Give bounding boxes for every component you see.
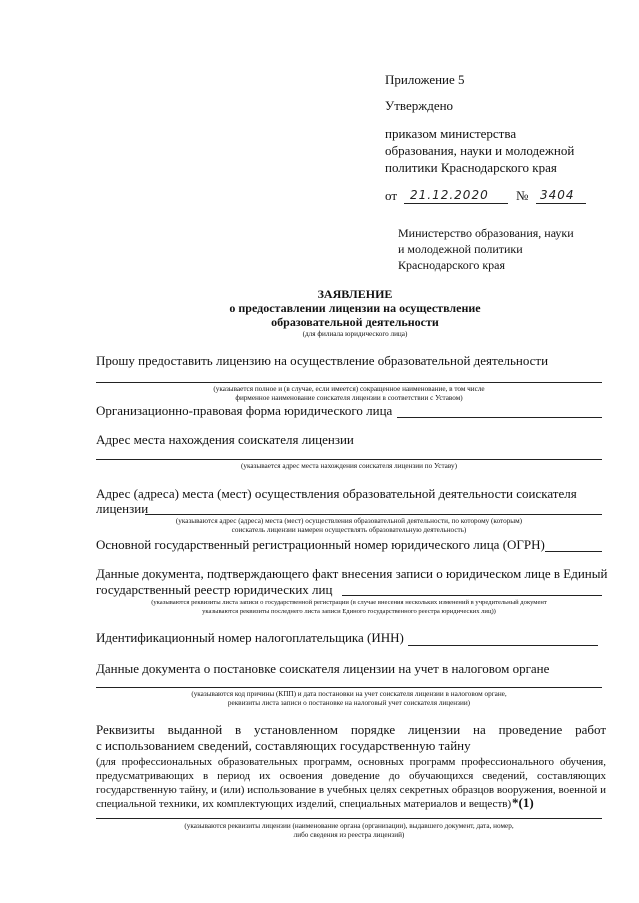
secret-detail-3: государственную тайну, и (или) использование в учебных целях секретных образцов вооружения, военной и (96, 784, 606, 796)
footnote-mark: *(1) (512, 795, 534, 810)
addressee-line-2: и молодежной политики (398, 242, 523, 256)
order-date: 21.12.2020 (410, 188, 489, 202)
address-field[interactable] (96, 459, 602, 460)
order-line-2: образования, науки и молодежной (385, 143, 575, 158)
egrul-hint-2: указываются реквизиты последнего листа записи Единого государственного реестра юридических лиц)) (202, 608, 496, 615)
secret-detail-1: (для профессиональных образовательных программ, основных программ профессионального обучения, (96, 756, 606, 768)
org-name-hint-1: (указывается полное и (в случае, если имеется) сокращенное наименование, в том числе (213, 385, 485, 393)
address-label: Адрес места нахождения соискателя лицензии (96, 432, 354, 447)
secret-license-field[interactable] (96, 818, 602, 819)
approved-label: Утверждено (385, 98, 454, 113)
order-line-3: политики Краснодарского края (385, 160, 557, 175)
from-label: от (385, 188, 398, 203)
org-name-hint-2: фирменное наименование соискателя лицензии в соответствии с Уставом) (235, 394, 463, 402)
egrul-label-line-2: государственный реестр юридических лиц (96, 582, 333, 597)
inn-field[interactable] (408, 645, 598, 646)
tax-hint-1: (указываются код причины (КПП) и дата постановки на учет соискателя лицензии в налоговом органе, (191, 690, 507, 698)
addressee-line-3: Краснодарского края (398, 258, 506, 272)
egrul-field[interactable] (342, 595, 602, 596)
document-title: ЗАЯВЛЕНИЕ (317, 287, 393, 301)
appendix-label: Приложение 5 (385, 72, 465, 87)
tax-label: Данные документа о постановке соискателя лицензии на учет в налоговом органе (96, 661, 550, 676)
address-hint: (указывается адрес места нахождения соискателя лицензии по Уставу) (240, 462, 457, 470)
places-label-line-2: лицензии (96, 501, 149, 516)
ogrn-label: Основной государственный регистрационный номер юридического лица (ОГРН) (96, 537, 545, 552)
secret-hint-2: либо сведения из реестра лицензий) (293, 831, 405, 839)
places-hint-2: соискатель лицензии намерен осуществлять образовательную деятельность) (231, 526, 467, 534)
tax-field[interactable] (96, 687, 602, 688)
places-field[interactable] (145, 514, 602, 515)
secret-detail-4: специальной техники, их комплектующих изделий, специальных материалов и веществ) (96, 798, 512, 810)
document-note: (для филиала юридического лица) (302, 330, 408, 338)
number-label: № (516, 188, 529, 203)
secret-detail-2: предусматривающих в период их освоения доведение до обучающихся сведений, составляющих (96, 770, 606, 782)
tax-hint-2: реквизиты листа записи о постановке на налоговый учет соискателя лицензии) (227, 699, 471, 707)
egrul-label-line-1: Данные документа, подтверждающего факт внесения записи о юридическом лице в Единый (96, 566, 608, 581)
legal-form-field[interactable] (397, 417, 602, 418)
order-line-1: приказом министерства (385, 126, 517, 141)
number-underline (536, 203, 586, 204)
secret-hint-1: (указываются реквизиты лицензии (наименование органа (организации), выдавшего документ, дата, номер, (184, 822, 514, 830)
egrul-hint-1: (указываются реквизиты листа записи о государственной регистрации (в случае внесения нескольких изменений в учредительный документ (151, 599, 547, 606)
secret-label-line-2: с использованием сведений, составляющих государственную тайну (96, 738, 471, 753)
org-name-field[interactable] (96, 382, 602, 383)
places-hint-1: (указываются адрес (адреса) места (мест) осуществления образовательной деятельности, по которому (которым) (175, 517, 523, 525)
addressee-line-1: Министерство образования, науки (398, 226, 574, 240)
document-subtitle-1: о предоставлении лицензии на осуществление (229, 301, 481, 315)
inn-label: Идентификационный номер налогоплательщика (ИНН) (96, 630, 404, 645)
ogrn-field[interactable] (545, 551, 602, 552)
legal-form-label: Организационно-правовая форма юридического лица (96, 403, 393, 418)
order-number: 3404 (540, 188, 575, 202)
date-underline (404, 203, 508, 204)
secret-label-line-1: Реквизиты выданной в установленном порядке лицензии на проведение работ (96, 722, 606, 737)
request-label: Прошу предоставить лицензию на осуществление образовательной деятельности (96, 353, 549, 368)
document-subtitle-2: образовательной деятельности (271, 315, 439, 329)
places-label-line-1: Адрес (адреса) места (мест) осуществления образовательной деятельности соискателя (96, 486, 577, 501)
